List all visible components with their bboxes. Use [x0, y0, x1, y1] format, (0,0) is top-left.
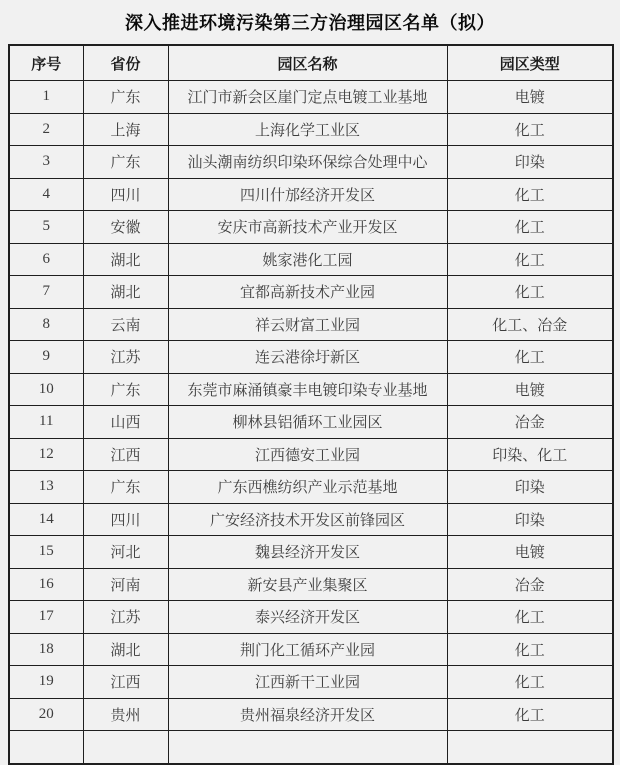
table-row — [9, 341, 613, 374]
cell-park-name: 汕头潮南纺织印染环保综合处理中心 — [168, 146, 447, 179]
cell-index: 4 — [9, 178, 83, 211]
cell-province: 上海 — [83, 113, 168, 146]
cell-park-type: 化工 — [447, 178, 613, 211]
cell-index: 7 — [9, 276, 83, 309]
table-row — [9, 276, 613, 309]
table-row — [9, 698, 613, 731]
table-row — [9, 536, 613, 569]
table-row — [9, 373, 613, 406]
cell-park-type: 印染 — [447, 146, 613, 179]
table-row — [9, 503, 613, 536]
cell-park-name: 柳林县铝循环工业园区 — [168, 406, 447, 439]
table-row — [9, 568, 613, 601]
cell-index: 16 — [9, 568, 83, 601]
cell-park-name: 宜都高新技术产业园 — [168, 276, 447, 309]
cell-park-type: 化工 — [447, 666, 613, 699]
cell-province: 江西 — [83, 438, 168, 471]
cell-park-type: 化工 — [447, 243, 613, 276]
table-row — [9, 243, 613, 276]
table-body — [9, 81, 613, 764]
cell-park-name: 广安经济技术开发区前锋园区 — [168, 503, 447, 536]
cell-province: 云南 — [83, 308, 168, 341]
cell-province: 湖北 — [83, 276, 168, 309]
cell-province: 广东 — [83, 146, 168, 179]
cell-province: 广东 — [83, 471, 168, 504]
cell-index — [9, 731, 83, 764]
cell-park-name — [168, 731, 447, 764]
cell-province: 四川 — [83, 503, 168, 536]
cell-index: 8 — [9, 308, 83, 341]
cell-park-name: 新安县产业集聚区 — [168, 568, 447, 601]
cell-park-name: 江门市新会区崖门定点电镀工业基地 — [168, 81, 447, 114]
cell-park-name: 姚家港化工园 — [168, 243, 447, 276]
table-row — [9, 471, 613, 504]
cell-park-name: 荆门化工循环产业园 — [168, 633, 447, 666]
cell-province: 湖北 — [83, 633, 168, 666]
cell-park-type: 化工 — [447, 698, 613, 731]
column-header-province: 省份 — [83, 45, 168, 81]
cell-index: 3 — [9, 146, 83, 179]
table-row — [9, 438, 613, 471]
cell-index: 2 — [9, 113, 83, 146]
cell-park-name: 贵州福泉经济开发区 — [168, 698, 447, 731]
cell-index: 6 — [9, 243, 83, 276]
cell-index: 11 — [9, 406, 83, 439]
cell-park-type: 化工 — [447, 601, 613, 634]
cell-park-type: 化工 — [447, 113, 613, 146]
table-header-row — [9, 45, 613, 81]
cell-park-name: 四川什邡经济开发区 — [168, 178, 447, 211]
cell-park-type: 化工 — [447, 633, 613, 666]
park-list-table — [8, 44, 614, 765]
cell-park-type: 化工 — [447, 341, 613, 374]
cell-park-name: 泰兴经济开发区 — [168, 601, 447, 634]
table-row — [9, 146, 613, 179]
cell-park-type: 电镀 — [447, 373, 613, 406]
cell-park-name: 安庆市高新技术产业开发区 — [168, 211, 447, 244]
table-row — [9, 666, 613, 699]
cell-province: 湖北 — [83, 243, 168, 276]
cell-park-name: 广东西樵纺织产业示范基地 — [168, 471, 447, 504]
table-row — [9, 113, 613, 146]
cell-index: 5 — [9, 211, 83, 244]
cell-index: 19 — [9, 666, 83, 699]
cell-index: 13 — [9, 471, 83, 504]
cell-province: 江苏 — [83, 601, 168, 634]
cell-index: 12 — [9, 438, 83, 471]
cell-park-type: 电镀 — [447, 81, 613, 114]
cell-index: 18 — [9, 633, 83, 666]
cell-park-type: 化工 — [447, 211, 613, 244]
cell-park-name: 连云港徐圩新区 — [168, 341, 447, 374]
cell-province: 河南 — [83, 568, 168, 601]
cell-park-type: 冶金 — [447, 568, 613, 601]
cell-index: 15 — [9, 536, 83, 569]
cell-park-type: 冶金 — [447, 406, 613, 439]
cell-park-type — [447, 731, 613, 764]
column-header-park-type: 园区类型 — [447, 45, 613, 81]
cell-park-name: 祥云财富工业园 — [168, 308, 447, 341]
cell-park-name: 江西德安工业园 — [168, 438, 447, 471]
column-header-index: 序号 — [9, 45, 83, 81]
cell-province: 安徽 — [83, 211, 168, 244]
cell-province: 山西 — [83, 406, 168, 439]
cell-province: 四川 — [83, 178, 168, 211]
cell-province — [83, 731, 168, 764]
cell-index: 9 — [9, 341, 83, 374]
table-row — [9, 211, 613, 244]
cell-province: 广东 — [83, 81, 168, 114]
cell-province: 贵州 — [83, 698, 168, 731]
cell-park-type: 化工、冶金 — [447, 308, 613, 341]
cell-park-name: 东莞市麻涌镇豪丰电镀印染专业基地 — [168, 373, 447, 406]
table-row — [9, 601, 613, 634]
cell-park-name: 江西新干工业园 — [168, 666, 447, 699]
cell-province: 江西 — [83, 666, 168, 699]
table-row — [9, 81, 613, 114]
table-row — [9, 308, 613, 341]
cell-province: 河北 — [83, 536, 168, 569]
cell-index: 17 — [9, 601, 83, 634]
page-title: 深入推进环境污染第三方治理园区名单（拟） — [125, 13, 495, 33]
cell-park-type: 化工 — [447, 276, 613, 309]
cell-index: 20 — [9, 698, 83, 731]
table-row — [9, 633, 613, 666]
cell-index: 14 — [9, 503, 83, 536]
table-row-partial — [9, 731, 613, 764]
cell-index: 1 — [9, 81, 83, 114]
cell-park-type: 印染 — [447, 471, 613, 504]
cell-park-name: 上海化学工业区 — [168, 113, 447, 146]
column-header-park-name: 园区名称 — [168, 45, 447, 81]
table-row — [9, 178, 613, 211]
cell-park-type: 电镀 — [447, 536, 613, 569]
cell-province: 江苏 — [83, 341, 168, 374]
cell-park-type: 印染 — [447, 503, 613, 536]
cell-park-type: 印染、化工 — [447, 438, 613, 471]
cell-index: 10 — [9, 373, 83, 406]
cell-park-name: 魏县经济开发区 — [168, 536, 447, 569]
table-row — [9, 406, 613, 439]
cell-province: 广东 — [83, 373, 168, 406]
